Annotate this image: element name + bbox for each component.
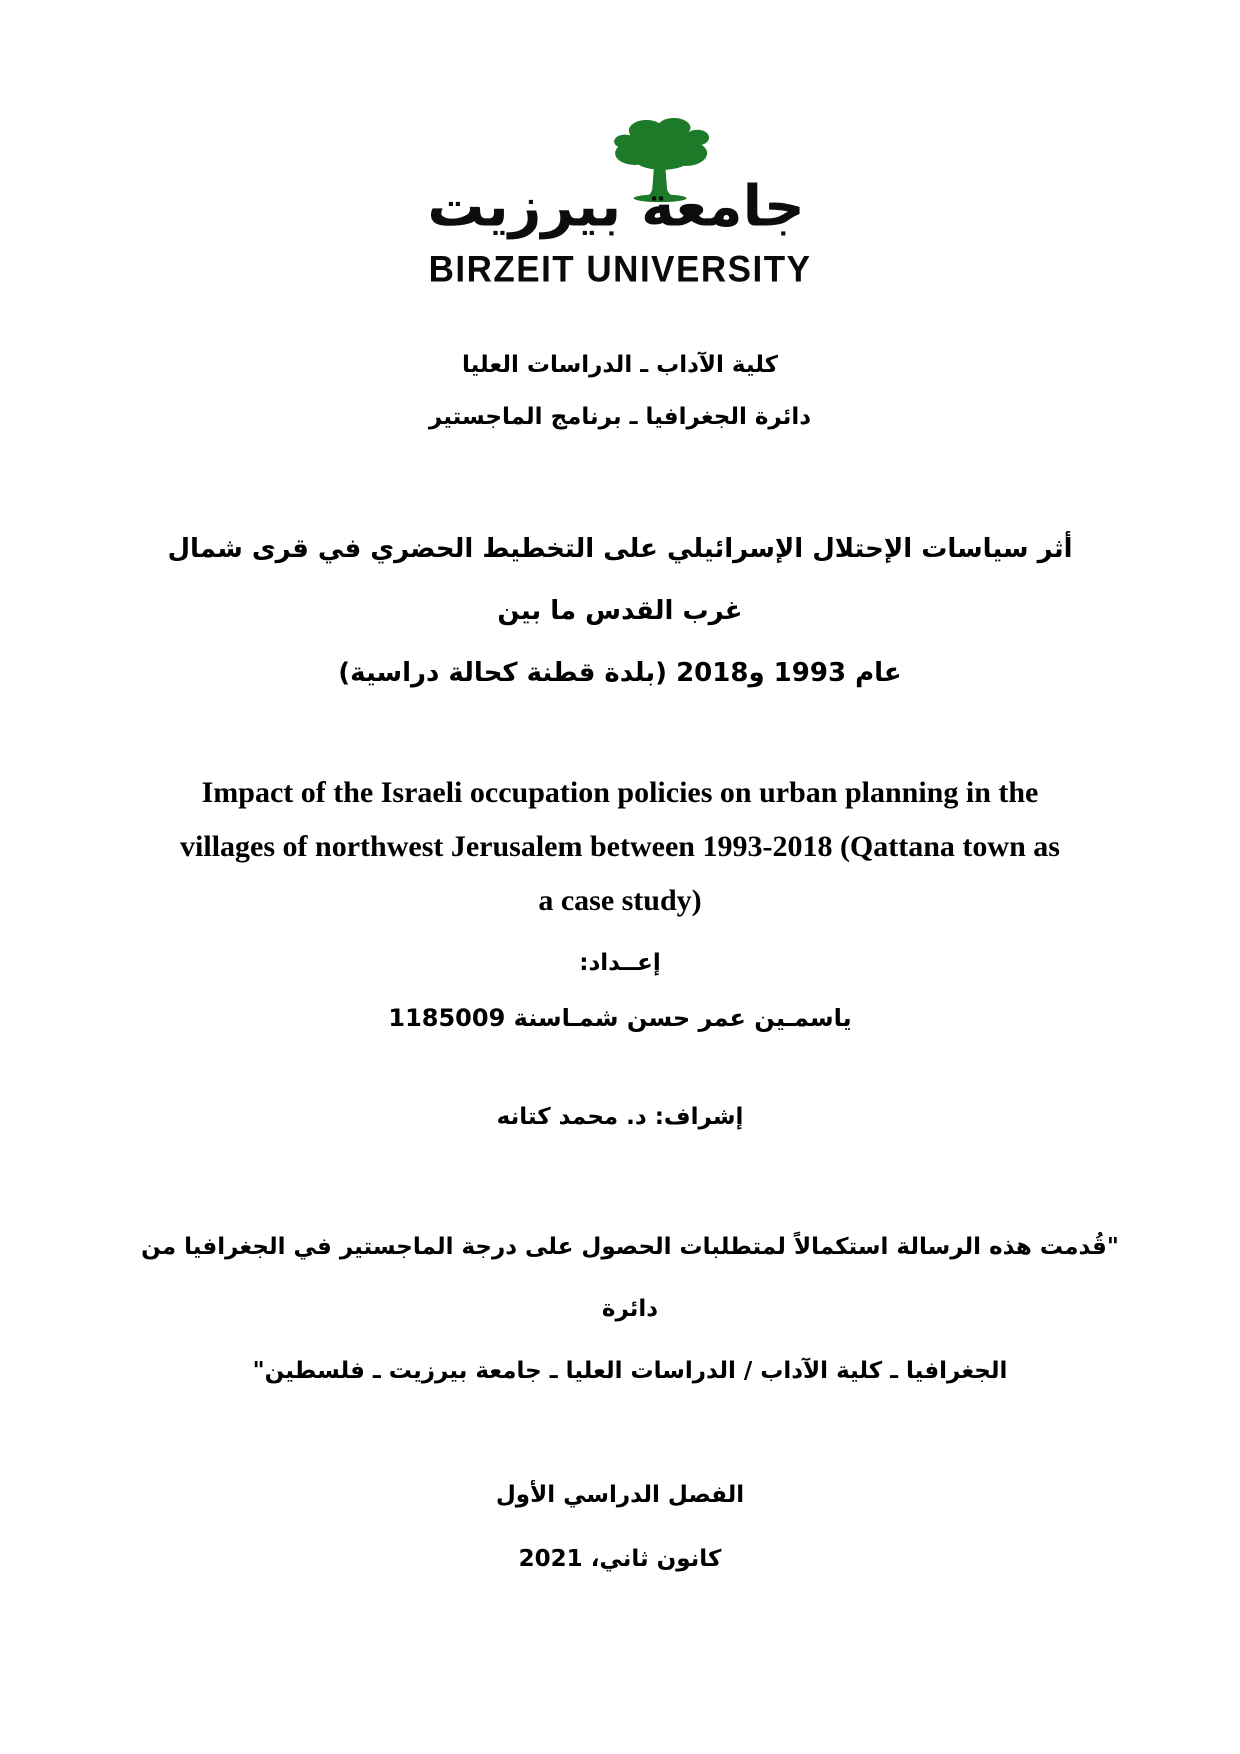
supervisor-line: إشراف: د. محمد كتانه — [496, 1104, 744, 1130]
university-logo-graphic — [420, 116, 820, 256]
english-title-line-1: Impact of the Israeli occupation policies on urban planning in the — [201, 776, 1039, 809]
arabic-thesis-title — [150, 518, 1090, 704]
content-column — [140, 116, 1119, 1572]
english-title-line-2: villages of northwest Jerusalem between 1993-2018 (Qattana town as — [180, 830, 1060, 863]
semester-line: الفصل الدراسي الأول — [495, 1482, 745, 1508]
statement-line-1: "قُدمت هذه الرسالة استكمالاً لمتطلبات الحصول على درجة الماجستير في الجغرافيا من دائرة — [141, 1234, 1119, 1322]
arabic-title-line-1: أثر سياسات الإحتلال الإسرائيلي على التخطيط الحضري في قرى شمال غرب القدس ما بين — [167, 534, 1073, 626]
english-title-line-3: a case study) — [538, 884, 702, 917]
prepared-by-label: إعــداد: — [579, 950, 661, 976]
logo-arabic-calligraphy: جامعة بيرزيت — [427, 173, 805, 240]
english-thesis-title — [140, 766, 1100, 928]
department-line: دائرة الجغرافيا ـ برنامج الماجستير — [428, 404, 812, 430]
university-wordmark: BIRZEIT UNIVERSITY — [428, 249, 812, 290]
author-name-and-id: ياسمـين عمر حسن شمـاسنة 1185009 — [388, 1004, 852, 1032]
university-logo — [410, 116, 830, 290]
faculty-line: كلية الآداب ـ الدراسات العليا — [461, 352, 778, 378]
submission-statement — [140, 1216, 1120, 1402]
statement-line-2: الجغرافيا ـ كلية الآداب / الدراسات العليا ـ جامعة بيرزيت ـ فلسطين" — [252, 1358, 1008, 1384]
date-line: كانون ثاني، 2021 — [518, 1546, 722, 1572]
arabic-title-line-2: عام 1993 و2018 (بلدة قطنة كحالة دراسية) — [338, 658, 902, 688]
